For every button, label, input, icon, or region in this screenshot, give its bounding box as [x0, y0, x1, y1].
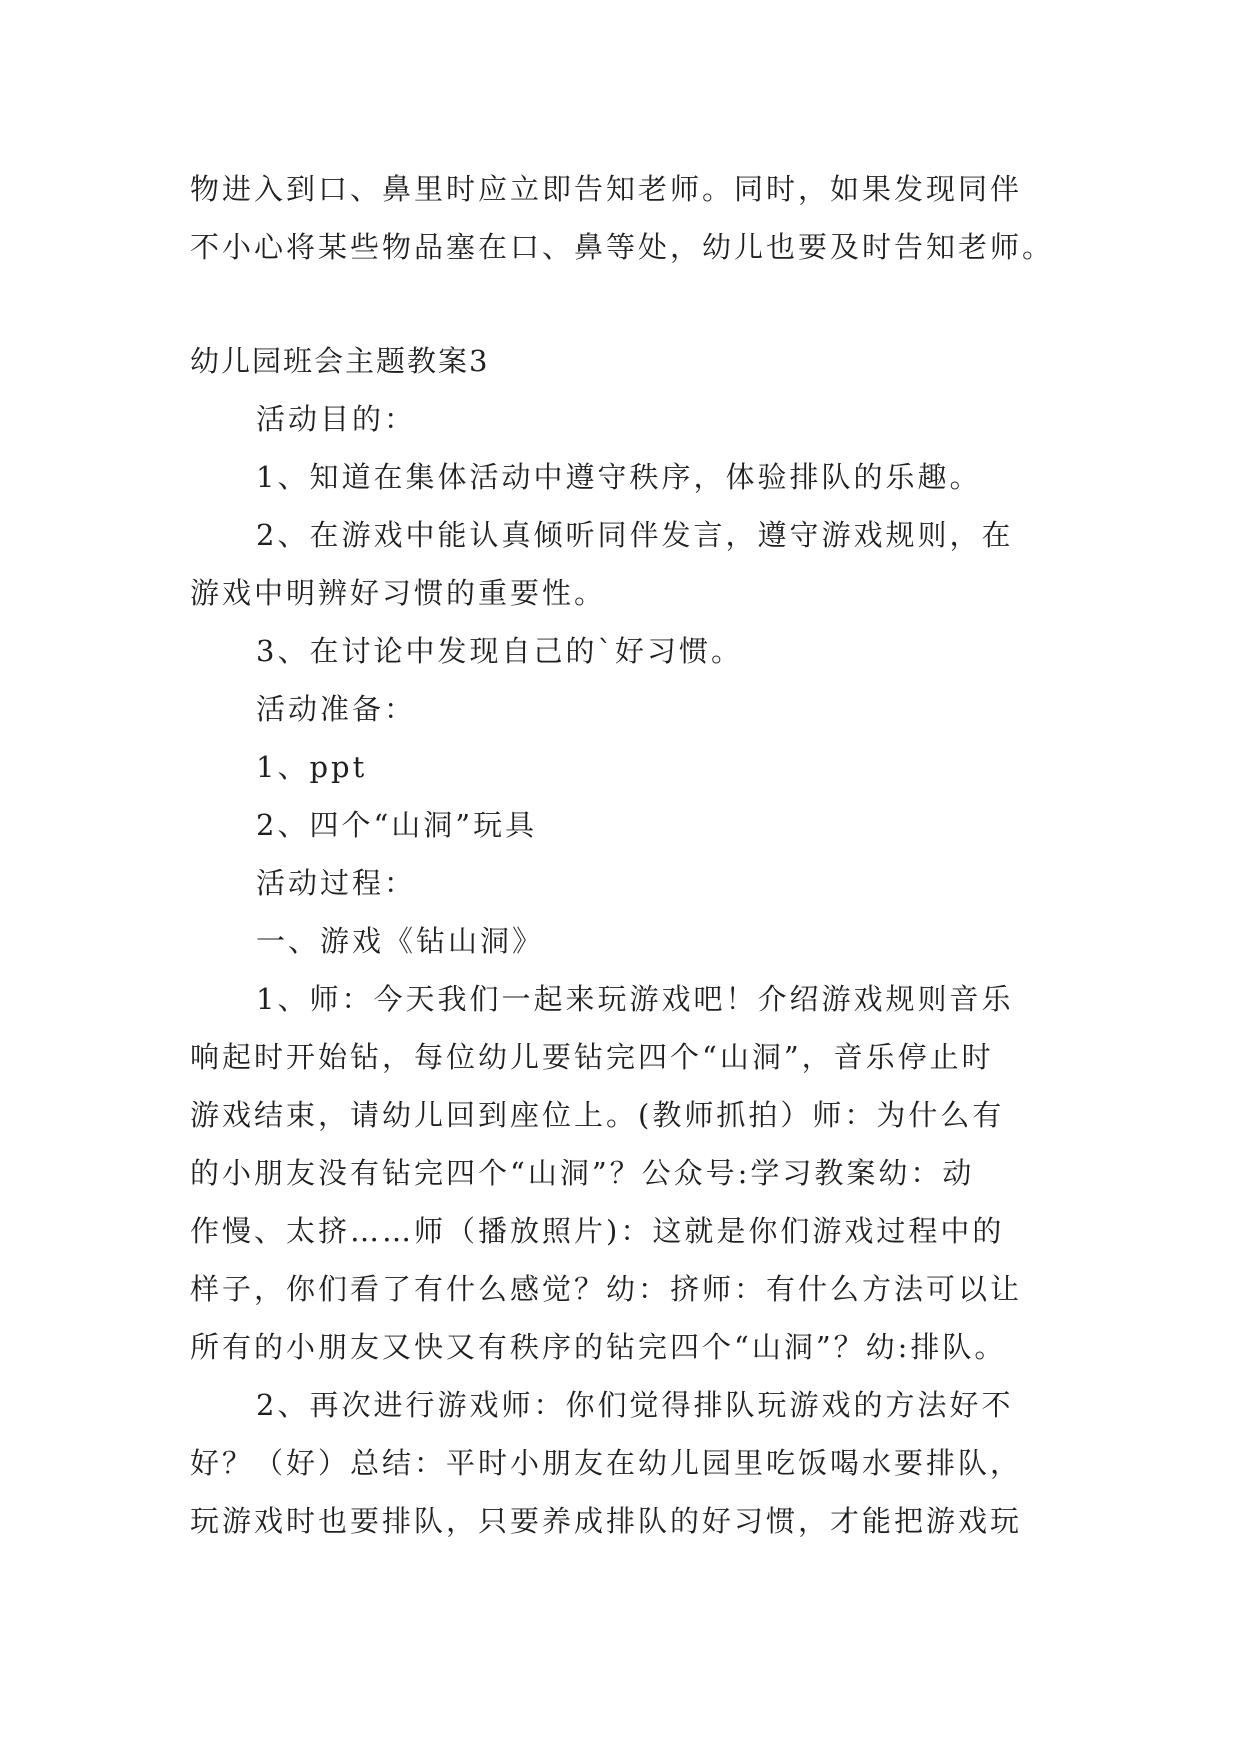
step-line: 好？（好）总结：平时小朋友在幼儿园里吃饭喝水要排队，: [190, 1446, 1023, 1480]
step-line: 游戏结束，请幼儿回到座位上。(教师抓拍）师：为什么有: [190, 1098, 1005, 1132]
paragraph-line: 不小心将某些物品塞在口、鼻等处，幼儿也要及时告知老师。: [190, 230, 1055, 264]
step-line: 响起时开始钻，每位幼儿要钻完四个“山洞”，音乐停止时: [190, 1040, 994, 1074]
paragraph-line: 物进入到口、鼻里时应立即告知老师。同时，如果发现同伴: [190, 172, 1023, 206]
step-line: 玩游戏时也要排队，只要养成排队的好习惯，才能把游戏玩: [190, 1504, 1023, 1538]
goal-item-continuation: 游戏中明辨好习惯的重要性。: [190, 576, 607, 610]
goals-heading: 活动目的：: [256, 402, 417, 436]
step-line: 2、再次进行游戏师：你们觉得排队玩游戏的方法好不: [256, 1388, 1014, 1422]
section-title: 幼儿园班会主题教案3: [190, 344, 490, 378]
prep-item: 1、ppt: [256, 750, 368, 784]
step-line: 1、师：今天我们一起来玩游戏吧！介绍游戏规则音乐: [256, 982, 1014, 1016]
step-line: 作慢、太挤……师（播放照片)：这就是你们游戏过程中的: [190, 1214, 1005, 1248]
prep-item: 2、四个“山洞”玩具: [256, 808, 538, 842]
step-line: 样子，你们看了有什么感觉？幼：挤师：有什么方法可以让: [190, 1272, 1023, 1306]
goal-item: 2、在游戏中能认真倾听同伴发言，遵守游戏规则，在: [256, 518, 1014, 552]
process-heading: 活动过程：: [256, 866, 417, 900]
step-line: 的小朋友没有钻完四个“山洞”？公众号:学习教案幼：动: [190, 1156, 975, 1190]
document-body: [190, 160, 1070, 1550]
prep-heading: 活动准备：: [256, 692, 417, 726]
goal-item: 1、知道在集体活动中遵守秩序，体验排队的乐趣。: [256, 460, 982, 494]
part-heading: 一、游戏《钻山洞》: [256, 924, 545, 958]
step-line: 所有的小朋友又快又有秩序的钻完四个“山洞”？幼:排队。: [190, 1330, 1007, 1364]
goal-item: 3、在讨论中发现自己的`好习惯。: [256, 634, 743, 668]
